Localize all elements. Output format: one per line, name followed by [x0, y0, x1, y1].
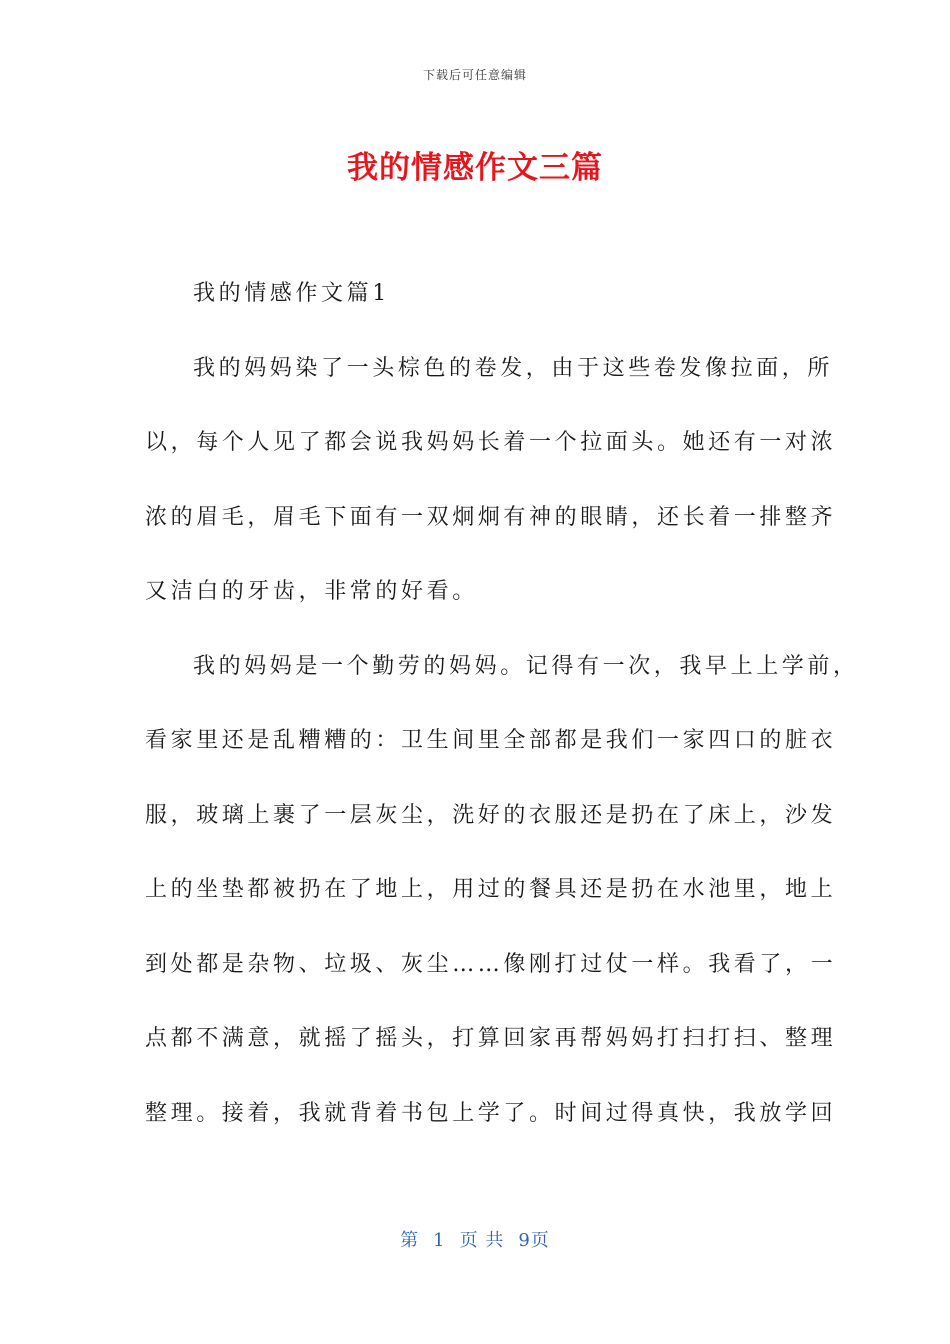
text-line-heading: 我的情感作文篇1 — [193, 281, 390, 306]
text-line: 上的坐垫都被扔在了地上，用过的餐具还是扔在水池里，地上 — [145, 877, 837, 902]
footer-current-page: 1 — [433, 1230, 446, 1251]
text-line: 到处都是杂物、垃圾、灰尘……像刚打过仗一样。我看了，一 — [145, 951, 837, 977]
text-line: 浓的眉毛，眉毛下面有一双炯炯有神的眼睛，还长着一排整齐 — [145, 504, 837, 530]
header-note: 下载后可任意编辑 — [422, 68, 527, 82]
text-line: 服，玻璃上裹了一层灰尘，洗好的衣服还是扔在了床上，沙发 — [145, 802, 837, 828]
page-footer — [0, 1226, 950, 1252]
text-line: 看家里还是乱糟糟的：卫生间里全部都是我们一家四口的脏衣 — [145, 728, 837, 753]
footer-prefix: 第 — [400, 1230, 420, 1251]
text-line: 整理。接着，我就背着书包上学了。时间过得真快，我放学回 — [145, 1100, 837, 1126]
text-line: 以，每个人见了都会说我妈妈长着一个拉面头。她还有一对浓 — [145, 430, 837, 455]
text-line: 又洁白的牙齿，非常的好看。 — [145, 579, 478, 604]
footer-total-pages: 9页 — [518, 1230, 550, 1251]
document-body — [145, 274, 859, 1168]
text-line: 我的妈妈是一个勤劳的妈妈。记得有一次，我早上上学前， — [193, 653, 859, 679]
document-title: 我的情感作文三篇 — [347, 150, 603, 186]
footer-middle: 页 共 — [459, 1230, 505, 1251]
text-line: 点都不满意，就摇了摇头，打算回家再帮妈妈打扫打扫、整理 — [145, 1026, 837, 1051]
text-line: 我的妈妈染了一头棕色的卷发，由于这些卷发像拉面，所 — [193, 355, 834, 381]
